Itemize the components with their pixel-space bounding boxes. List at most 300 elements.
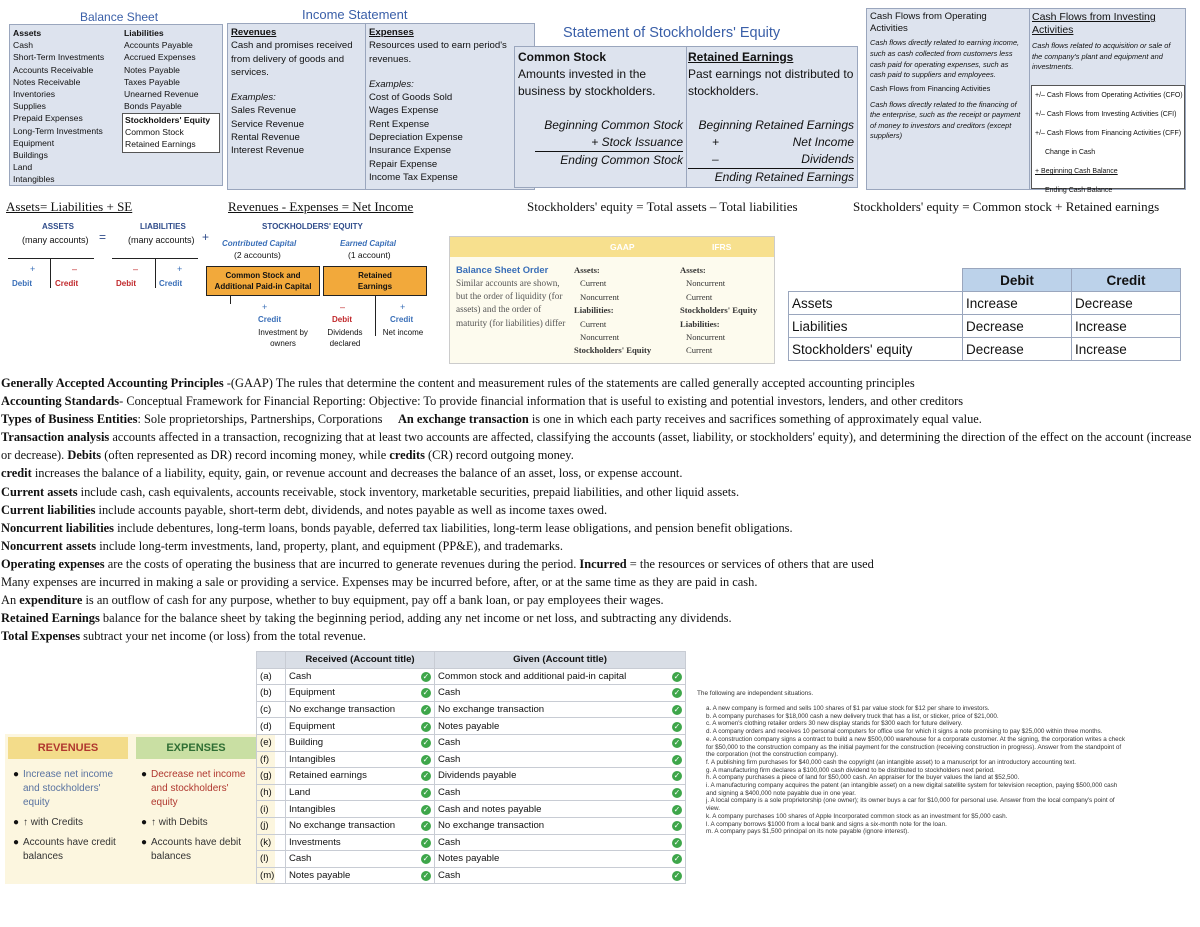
check-icon: ✓ bbox=[422, 771, 430, 781]
note-term: expenditure bbox=[19, 593, 83, 608]
note-term: Types of Business Entities bbox=[1, 412, 138, 427]
note-text: are the costs of operating the business that are incurred to generate revenues during the period. bbox=[104, 556, 580, 571]
re-dividends-line bbox=[688, 151, 854, 169]
t-re-debit: Debit bbox=[332, 315, 352, 324]
t-liab-minus: – bbox=[133, 264, 139, 274]
asset-item: Prepaid Expenses bbox=[13, 113, 83, 124]
received-cell bbox=[286, 734, 435, 751]
t-accounts-diagram bbox=[0, 218, 440, 358]
gaap-row-desc: Similar accounts are shown, but the order of liquidity (for assets) and the order of maturity (for liabilities) differ bbox=[456, 278, 566, 328]
note-line bbox=[1, 428, 1199, 464]
cell-text: Retained earnings bbox=[289, 770, 367, 782]
t-liabilities-sub: (many accounts) bbox=[128, 235, 195, 245]
check-icon: ✓ bbox=[673, 804, 681, 814]
note-term: Noncurrent assets bbox=[1, 538, 97, 553]
note-line bbox=[1, 483, 1199, 501]
ifrs-item: Noncurrent bbox=[686, 332, 726, 343]
list-item: ● Accounts have credit balances bbox=[13, 837, 116, 862]
equity-box bbox=[122, 113, 220, 153]
exp-item-text: Accounts have debit balances bbox=[151, 837, 242, 862]
table-row bbox=[257, 718, 686, 735]
note-text: subtract your net income (or loss) from the total revenue. bbox=[80, 629, 367, 644]
revenues-expenses-panel bbox=[5, 734, 275, 884]
cell-text: No exchange transaction bbox=[438, 820, 545, 832]
assets-header: Assets bbox=[13, 28, 42, 38]
gaap-item: Noncurrent bbox=[580, 291, 620, 302]
debit-cell: Increase bbox=[963, 292, 1072, 315]
row-letter: (j) bbox=[257, 817, 286, 834]
cell-text: Dividends payable bbox=[438, 770, 517, 782]
check-icon: ✓ bbox=[422, 754, 430, 764]
received-given-table bbox=[256, 651, 686, 884]
t-assets-plus: + bbox=[30, 264, 36, 274]
assets-column bbox=[13, 27, 104, 186]
note-line bbox=[1, 537, 1199, 555]
debit-cell: Decrease bbox=[963, 315, 1072, 338]
equity-item: Common Stock bbox=[125, 127, 184, 138]
expense-example: Insurance Expense bbox=[369, 145, 452, 157]
revenue-example: Sales Revenue bbox=[231, 105, 297, 117]
t-assets-label: ASSETS bbox=[42, 222, 75, 231]
note-text: balance for the balance sheet by taking the beginning period, adding any net income or net loss, and subtracting any dividends. bbox=[99, 611, 732, 626]
common-stock-column bbox=[518, 49, 684, 100]
t-earned: Earned Capital bbox=[340, 239, 397, 248]
liability-item: Notes Payable bbox=[124, 64, 180, 75]
row-letter: (i) bbox=[257, 801, 286, 818]
asset-item: Notes Receivable bbox=[13, 76, 81, 87]
check-icon: ✓ bbox=[673, 688, 681, 698]
ifrs-item: Current bbox=[686, 345, 713, 356]
row-letter: (f) bbox=[257, 751, 286, 768]
check-icon: ✓ bbox=[422, 738, 430, 748]
expense-example: Depreciation Expense bbox=[369, 132, 463, 144]
t-net-income: Net income bbox=[382, 328, 424, 337]
credit-header: Credit bbox=[1072, 269, 1181, 292]
check-icon: ✓ bbox=[673, 721, 681, 731]
t-re-credit: Credit bbox=[390, 315, 414, 324]
summary-line: +/– Cash Flows from Investing Activities (CFI) bbox=[1035, 111, 1177, 118]
t-assets-minus: – bbox=[72, 264, 78, 274]
equity-item: Retained Earnings bbox=[125, 139, 196, 150]
cell-text: Cash bbox=[438, 870, 461, 882]
summary-line: Change in Cash bbox=[1045, 149, 1096, 156]
note-line bbox=[1, 410, 1199, 428]
check-icon: ✓ bbox=[673, 671, 681, 681]
received-cell bbox=[286, 718, 435, 735]
debit-credit-table bbox=[788, 268, 1181, 361]
revenue-example: Rental Revenue bbox=[231, 132, 300, 144]
note-term: Debits bbox=[67, 448, 102, 463]
situation-item: l. A company borrows $1000 from a local bank and signs a six-month note for the loan. bbox=[706, 820, 947, 828]
t-contributed: Contributed Capital bbox=[222, 239, 297, 248]
check-icon: ✓ bbox=[673, 788, 681, 798]
check-icon: ✓ bbox=[422, 671, 430, 681]
t-assets-debit: Debit bbox=[12, 279, 32, 288]
situation-item: b. A company purchases for $18,000 cash a new delivery truck that has a list, or sticker, price of $21,000. bbox=[706, 712, 999, 720]
re-dividends: Dividends bbox=[801, 152, 854, 166]
received-cell bbox=[286, 768, 435, 785]
note-term: credits bbox=[389, 448, 425, 463]
t-liab-plus: + bbox=[177, 264, 183, 274]
table-row bbox=[257, 652, 686, 669]
note-line bbox=[1, 627, 1199, 645]
table-row bbox=[789, 315, 1181, 338]
situation-item: i. A manufacturing company acquires the patent (an intangible asset) on a new digital satellite system for television reception, paying $500,000 cash and signing a $400,000 note payable due in one year. bbox=[706, 782, 1118, 797]
revenue-equation: Revenues - Expenses = Net Income bbox=[228, 199, 414, 214]
row-letter: (b) bbox=[257, 685, 286, 702]
check-icon: ✓ bbox=[422, 837, 430, 847]
asset-item: Long-Term Investments bbox=[13, 125, 103, 136]
exp-item-text: Decrease net income and stockholders' equity bbox=[151, 769, 246, 808]
note-term: Transaction analysis bbox=[1, 430, 110, 445]
gaap-list bbox=[574, 264, 651, 358]
common-stock-description: Amounts invested in the business by stockholders. bbox=[518, 67, 656, 98]
income-statement-box bbox=[227, 23, 535, 190]
cell-text: No exchange transaction bbox=[289, 820, 396, 832]
table-row bbox=[257, 784, 686, 801]
revenues-examples-label: Examples: bbox=[231, 92, 276, 104]
cell-text: Notes payable bbox=[289, 870, 351, 882]
check-icon: ✓ bbox=[422, 821, 430, 831]
summary-line: + Beginning Cash Balance bbox=[1035, 168, 1118, 175]
gaap-item: Stockholders' Equity bbox=[574, 345, 652, 356]
note-term: Generally Accepted Accounting Principles bbox=[1, 376, 224, 390]
note-text: : Sole proprietorships, Partnerships, Corporations bbox=[137, 412, 386, 427]
cell-text: Equipment bbox=[289, 720, 335, 732]
given-cell bbox=[435, 801, 686, 818]
equity-statement-title: Statement of Stockholders' Equity bbox=[563, 25, 781, 41]
common-stock-rollforward bbox=[535, 117, 683, 169]
situation-item: d. A company orders and receives 10 personal computers for office use for which it signs a note promising to pay $25,000 within three months. bbox=[706, 728, 1103, 736]
note-text: An bbox=[1, 593, 20, 608]
re-net-income: Net Income bbox=[792, 135, 854, 149]
received-cell bbox=[286, 784, 435, 801]
cell-text: Common stock and additional paid-in capital bbox=[438, 670, 627, 682]
assets-equation: Assets= Liabilities + SE bbox=[6, 199, 133, 214]
note-text: include accounts payable, short-term debt, dividends, and notes payable as well as income taxes owed. bbox=[95, 502, 608, 517]
row-label: Stockholders' equity bbox=[789, 338, 963, 361]
t-liab-credit: Credit bbox=[159, 279, 183, 288]
liability-item: Accrued Expenses bbox=[124, 52, 196, 63]
expense-example: Income Tax Expense bbox=[369, 171, 458, 183]
revenues-panel-header: REVENUES bbox=[8, 737, 128, 759]
re-net-income-line bbox=[688, 134, 854, 151]
expense-example: Repair Expense bbox=[369, 158, 438, 170]
income-statement-title: Income Statement bbox=[302, 7, 408, 22]
asset-item: Short-Term Investments bbox=[13, 52, 105, 63]
gaap-ifrs-table bbox=[449, 236, 775, 364]
table-row bbox=[257, 751, 686, 768]
gaap-item: Current bbox=[580, 278, 607, 289]
given-cell bbox=[435, 834, 686, 851]
note-term: Retained Earnings bbox=[1, 611, 100, 626]
cell-text: Cash bbox=[438, 787, 461, 799]
note-line bbox=[1, 573, 1199, 591]
received-cell bbox=[286, 851, 435, 868]
given-cell bbox=[435, 734, 686, 751]
operating-description: Cash flows directly related to earning income, such as cash collected from customers less cash paid for operating expenses, such as cash paid to suppliers and employees. bbox=[870, 38, 1020, 80]
check-icon: ✓ bbox=[422, 688, 430, 698]
cell-text: Investments bbox=[289, 836, 341, 848]
check-icon: ✓ bbox=[422, 788, 430, 798]
t-se-label: STOCKHOLDERS' EQUITY bbox=[262, 222, 363, 231]
t-re-plus: + bbox=[400, 302, 406, 312]
t-re-box: Retained Earnings bbox=[323, 266, 427, 296]
revenue-example: Interest Revenue bbox=[231, 145, 305, 157]
row-letter: (a) bbox=[257, 668, 286, 685]
ifrs-item: Liabilities: bbox=[680, 318, 720, 329]
situation-item: g. A manufacturing firm declares a $100,000 cash dividend to be distributed to stockholders next period. bbox=[706, 766, 995, 774]
note-term: Operating expenses bbox=[1, 556, 105, 571]
check-icon: ✓ bbox=[422, 854, 430, 864]
cell-text: Cash bbox=[438, 687, 461, 699]
asset-item: Inventories bbox=[13, 89, 56, 100]
ifrs-item: Assets: bbox=[680, 265, 706, 275]
cell-text: Cash and notes payable bbox=[438, 803, 542, 815]
situations-intro: The following are independent situations. bbox=[697, 690, 814, 697]
received-cell bbox=[286, 685, 435, 702]
note-text: - Conceptual Framework for Financial Reporting: Objective: To provide financial information that is useful to existing and potential investors, lenders, and other creditors bbox=[119, 394, 964, 409]
note-term: Accounting Standards bbox=[1, 394, 120, 409]
check-icon: ✓ bbox=[673, 871, 681, 881]
summary-line: +/– Cash Flows from Operating Activities (CFO) bbox=[1035, 92, 1183, 99]
operating-header: Cash Flows from Operating Activities bbox=[870, 11, 987, 34]
row-letter: (g) bbox=[257, 768, 286, 785]
cell-text: No exchange transaction bbox=[438, 704, 545, 716]
row-label: Assets bbox=[789, 292, 963, 315]
expense-example: Cost of Goods Sold bbox=[369, 92, 453, 104]
cs-end: Ending Common Stock bbox=[560, 153, 683, 167]
re-end: Ending Retained Earnings bbox=[714, 170, 854, 184]
revenues-list bbox=[13, 768, 125, 864]
note-line bbox=[1, 591, 1199, 609]
received-cell bbox=[286, 701, 435, 718]
cell-text: Cash bbox=[438, 836, 461, 848]
asset-item: Intangibles bbox=[13, 174, 55, 185]
expenses-panel-header: EXPENSES bbox=[136, 737, 256, 759]
situation-item: f. A publishing firm purchases for $40,000 cash the copyright (an intangible asset) to a manuscript for an introductory accounting text. bbox=[706, 758, 1076, 766]
row-letter: (c) bbox=[257, 701, 286, 718]
note-line bbox=[1, 609, 1199, 627]
given-cell bbox=[435, 851, 686, 868]
liability-item: Taxes Payable bbox=[124, 76, 180, 87]
equity-equation-1: Stockholders' equity = Total assets – Total liabilities bbox=[527, 199, 798, 214]
credit-cell: Increase bbox=[1072, 315, 1181, 338]
revenue-example: Service Revenue bbox=[231, 118, 305, 130]
table-row bbox=[257, 768, 686, 785]
ifrs-header: IFRS bbox=[712, 242, 732, 252]
rev-item-text: ↑ with Credits bbox=[23, 817, 84, 828]
note-term: An exchange transaction bbox=[397, 412, 529, 427]
investing-activities bbox=[1032, 11, 1182, 73]
cell-text: Cash bbox=[438, 753, 461, 765]
rev-item-text: Increase net income and stockholders' equity bbox=[23, 769, 114, 808]
common-stock-header: Common Stock bbox=[518, 50, 607, 64]
asset-item: Cash bbox=[13, 40, 34, 51]
revenues-description: Cash and promises received from delivery of goods and services. bbox=[231, 40, 353, 78]
asset-item: Equipment bbox=[13, 137, 55, 148]
note-text: increases the balance of a liability, equity, gain, or revenue account and decreases the balance of an asset, loss, or expense account. bbox=[31, 466, 683, 481]
gaap-row-title: Balance Sheet Order bbox=[456, 264, 549, 275]
row-letter: (d) bbox=[257, 718, 286, 735]
table-row bbox=[257, 685, 686, 702]
table-row bbox=[257, 801, 686, 818]
retained-earnings-description: Past earnings not distributed to stockholders. bbox=[688, 67, 854, 98]
t-cs-box: Common Stock and Additional Paid-in Capital bbox=[206, 266, 320, 296]
note-term: Incurred bbox=[579, 556, 627, 571]
cell-text: Intangibles bbox=[289, 803, 336, 815]
ifrs-item: Noncurrent bbox=[686, 278, 726, 289]
note-line bbox=[1, 392, 1199, 410]
note-line bbox=[1, 464, 1199, 482]
summary-line: Ending Cash Balance bbox=[1045, 187, 1113, 194]
table-row bbox=[257, 734, 686, 751]
situation-item: a. A new company is formed and sells 100 shares of $1 par value stock for $12 per share to investors. bbox=[706, 705, 990, 712]
given-cell bbox=[435, 718, 686, 735]
definitions-notes bbox=[1, 374, 1199, 645]
financing-header: Cash Flows from Financing Activities bbox=[870, 84, 991, 94]
cell-text: Cash bbox=[438, 737, 461, 749]
retained-earnings-rollforward bbox=[688, 117, 854, 186]
check-icon: ✓ bbox=[422, 721, 430, 731]
given-cell bbox=[435, 784, 686, 801]
asset-item: Land bbox=[13, 162, 33, 173]
note-text: include long-term investments, land, property, plant, and equipment (PP&E), and trademarks. bbox=[96, 538, 563, 553]
received-cell bbox=[286, 834, 435, 851]
note-text: (CR) record outgoing money. bbox=[424, 448, 574, 463]
situation-item: m. A company pays $1,500 principal on its note payable (ignore interest). bbox=[706, 828, 910, 836]
check-icon: ✓ bbox=[673, 854, 681, 864]
received-cell bbox=[286, 801, 435, 818]
t-equals: = bbox=[99, 230, 107, 244]
cell-text: Land bbox=[289, 787, 311, 799]
re-begin: Beginning Retained Earnings bbox=[698, 118, 854, 132]
equity-equation-2: Stockholders' equity = Common stock + Retained earnings bbox=[853, 199, 1160, 214]
given-cell bbox=[435, 751, 686, 768]
ifrs-item: Stockholders' Equity bbox=[680, 305, 758, 316]
situations-list bbox=[706, 705, 1126, 836]
note-text: Many expenses are incurred in making a sale or providing a service. Expenses may be incurred before, after, or at the same time as they are paid in cash. bbox=[1, 575, 758, 590]
investing-header: Cash Flows from Investing Activities bbox=[1032, 11, 1156, 36]
note-line bbox=[1, 374, 1199, 392]
cash-flows-box bbox=[866, 8, 1186, 194]
check-icon: ✓ bbox=[422, 705, 430, 715]
operating-activities bbox=[870, 11, 1022, 141]
expenses-column bbox=[369, 26, 529, 184]
table-row bbox=[257, 817, 686, 834]
expenses-description: Resources used to earn period's revenues. bbox=[369, 40, 507, 65]
situation-item: c. A women's clothing retailer orders 30 new display stands for $300 each for future delivery. bbox=[706, 720, 963, 728]
check-icon: ✓ bbox=[673, 771, 681, 781]
given-cell bbox=[435, 668, 686, 685]
cell-text: Cash bbox=[289, 853, 312, 865]
given-cell bbox=[435, 685, 686, 702]
cell-text: Notes payable bbox=[438, 853, 500, 865]
gaap-item: Noncurrent bbox=[580, 332, 620, 343]
liabilities-header: Liabilities bbox=[124, 28, 164, 38]
balance-sheet-box bbox=[9, 24, 223, 186]
note-term: Total Expenses bbox=[1, 629, 81, 644]
cell-text: No exchange transaction bbox=[289, 704, 396, 716]
note-text: = the resources or services of others that are used bbox=[626, 556, 874, 571]
check-icon: ✓ bbox=[422, 804, 430, 814]
asset-item: Supplies bbox=[13, 101, 46, 112]
given-cell bbox=[435, 701, 686, 718]
received-header: Received (Account title) bbox=[286, 652, 435, 669]
note-line bbox=[1, 519, 1199, 537]
t-contributed-sub: (2 accounts) bbox=[234, 250, 281, 260]
t-assets-credit: Credit bbox=[55, 279, 79, 288]
check-icon: ✓ bbox=[673, 738, 681, 748]
given-cell bbox=[435, 867, 686, 884]
given-cell bbox=[435, 768, 686, 785]
check-icon: ✓ bbox=[673, 837, 681, 847]
row-letter: (l) bbox=[257, 851, 286, 868]
cell-text: Intangibles bbox=[289, 753, 336, 765]
t-cs-credit: Credit bbox=[258, 315, 282, 324]
row-letter: (h) bbox=[257, 784, 286, 801]
cell-text: Building bbox=[289, 737, 324, 749]
table-row bbox=[789, 292, 1181, 315]
list-item: ● ↑ with Credits bbox=[13, 817, 84, 828]
t-re-minus: – bbox=[340, 302, 346, 312]
note-line bbox=[1, 555, 1199, 573]
table-row bbox=[789, 269, 1181, 292]
table-row bbox=[257, 851, 686, 868]
cell-text: Equipment bbox=[289, 687, 335, 699]
note-text: include debentures, long-term loans, bonds payable, deferred tax liabilities, long-term lease obligations, and pension benefit obligations. bbox=[114, 520, 793, 535]
re-plus: + bbox=[712, 135, 720, 149]
financing-description: Cash flows directly related to the financing of the enterprise, such as the receipt or payment of money to investors and creditors (except suppliers) bbox=[870, 100, 1021, 140]
revenues-column bbox=[231, 26, 364, 158]
row-label: Liabilities bbox=[789, 315, 963, 338]
t-liabilities-label: LIABILITIES bbox=[140, 222, 186, 231]
rev-item-text: Accounts have credit balances bbox=[23, 837, 116, 862]
note-text: (often represented as DR) record incoming money, while bbox=[101, 448, 390, 463]
received-cell bbox=[286, 751, 435, 768]
gaap-item: Assets: bbox=[574, 265, 600, 275]
retained-earnings-header: Retained Earnings bbox=[688, 50, 794, 64]
note-text: accounts affected in a transaction, recognizing that at least two accounts are affected, classifying the accounts (asset, liability, or stockholders' equity), and determining the direction of the effect on the account (increase or decrease). bbox=[1, 430, 1192, 463]
situation-item: e. A construction company signs a contract to build a new $500,000 warehouse for a corporate customer. At the signing, the corporation writes a check for $50,000 to the construction company as the initial payment for the construction (receiving construction in progress). Answer from the standpoint of the corporation (not the construction company). bbox=[706, 735, 1125, 759]
situation-item: k. A company purchases 100 shares of Apple Incorporated common stock as an investment for $5,000 cash. bbox=[706, 812, 1008, 820]
asset-item: Buildings bbox=[13, 150, 48, 161]
equity-header: Stockholders' Equity bbox=[125, 115, 211, 125]
row-letter: (k) bbox=[257, 834, 286, 851]
credit-cell: Decrease bbox=[1072, 292, 1181, 315]
liability-item: Bonds Payable bbox=[124, 101, 182, 112]
cash-flow-summary bbox=[1031, 85, 1185, 194]
table-row bbox=[789, 338, 1181, 361]
expense-example: Wages Expense bbox=[369, 105, 439, 117]
cs-begin: Beginning Common Stock bbox=[544, 118, 683, 132]
note-term: Current liabilities bbox=[1, 502, 96, 517]
re-minus: – bbox=[712, 152, 719, 166]
revenues-header: Revenues bbox=[231, 27, 277, 38]
check-icon: ✓ bbox=[673, 821, 681, 831]
row-letter: (m) bbox=[257, 867, 286, 884]
t-assets-sub: (many accounts) bbox=[22, 235, 89, 245]
list-item: ● Decrease net income and stockholders' equity bbox=[141, 769, 246, 808]
liability-item: Unearned Revenue bbox=[124, 89, 199, 100]
asset-item: Accounts Receivable bbox=[13, 64, 94, 75]
check-icon: ✓ bbox=[673, 705, 681, 715]
list-item: ● ↑ with Debits bbox=[141, 817, 208, 828]
note-text: is an outflow of cash for any purpose, whether to buy equipment, pay off a bank loan, or pay employees their wages. bbox=[82, 593, 664, 608]
t-liab-debit: Debit bbox=[116, 279, 136, 288]
credit-cell: Increase bbox=[1072, 338, 1181, 361]
t-investment: Investment by owners bbox=[258, 328, 308, 348]
